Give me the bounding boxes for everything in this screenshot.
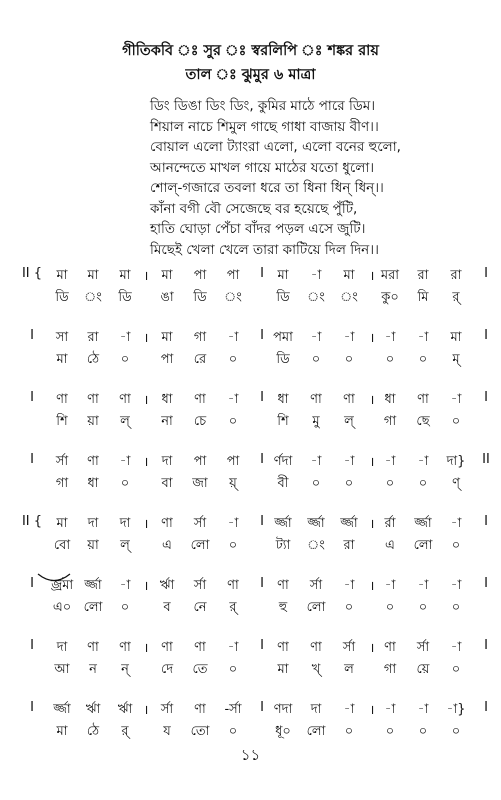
lyric-syllable: ডি — [55, 290, 69, 305]
lyric-syllable: বো — [53, 538, 71, 553]
lyric-syllable: ০ — [451, 538, 461, 553]
lyric-syllable: ০ — [120, 600, 130, 615]
swara-note: -া — [384, 454, 396, 469]
lyric-syllable: গা — [383, 414, 397, 429]
lyric-syllable: ং — [340, 290, 358, 305]
lyric-syllable: জা — [192, 476, 208, 491]
lyric-syllable: ০ — [344, 600, 354, 615]
bar-line: । — [369, 455, 375, 470]
lyric-syllable: ০ — [385, 724, 395, 739]
swara-note: -র্সা — [224, 702, 242, 717]
swara-note: -া — [343, 702, 355, 717]
swara-note: পা — [226, 454, 240, 469]
swara-note: ণা — [194, 702, 206, 717]
swara-note: -া — [450, 578, 462, 593]
bar-line: । — [143, 703, 149, 718]
bar-line: I — [30, 576, 34, 591]
lyric-syllable: ০ — [418, 600, 428, 615]
bar-line: I — [30, 328, 34, 343]
bar-line: । — [369, 703, 375, 718]
swara-note: র্জ্জা — [340, 516, 358, 531]
bar-line: । — [369, 517, 375, 532]
lyric-syllable: ল্ — [120, 414, 130, 429]
bar-line: । — [369, 579, 375, 594]
swara-note: ণা — [343, 392, 355, 407]
swara-note: ধা — [161, 392, 173, 407]
page-title: গীতিকবি ঃ সুর ঃ স্বরলিপি ঃ শঙ্কর রায় — [122, 43, 379, 59]
lyric-syllable: ০ — [228, 724, 238, 739]
lyric-syllable: ০ — [228, 662, 238, 677]
swara-row — [0, 266, 501, 286]
lyric-syllable: লো — [306, 724, 326, 739]
notation-block — [0, 514, 501, 560]
bani-row — [0, 474, 501, 494]
bar-line: I — [484, 328, 488, 343]
lyric-syllable: লো — [190, 538, 210, 553]
bar-line: I — [260, 390, 264, 405]
swara-note: দা — [87, 516, 99, 531]
lyric-syllable: রে — [193, 352, 207, 367]
swara-note: মা — [56, 268, 68, 283]
lyric-syllable: ং — [84, 290, 102, 305]
swara-note: -া — [227, 392, 239, 407]
poem-line: শোল্-গজারে তবলা ধরে তা ধিনা ধিন্ ধিন্।। — [150, 180, 384, 196]
lyric-syllable: ০ — [311, 352, 321, 367]
bar-line: । — [369, 641, 375, 656]
swara-note: ণা — [87, 640, 99, 655]
swara-note: -া — [227, 516, 239, 531]
lyric-syllable: ব — [163, 600, 171, 615]
swara-note: -া — [310, 454, 322, 469]
bar-line: I — [484, 390, 488, 405]
swara-note: র্জ্জা — [307, 516, 325, 531]
lyric-syllable: ০ — [418, 352, 428, 367]
swara-note: রা — [417, 268, 429, 283]
lyric-syllable: বী — [277, 476, 289, 491]
lyric-syllable: ০ — [385, 476, 395, 491]
swara-note: ণা — [161, 640, 173, 655]
swara-note: র্সা — [342, 640, 356, 655]
lyric-syllable: য়্ — [229, 476, 237, 491]
lyric-syllable: য়ে — [416, 662, 430, 677]
lyric-syllable: মা — [56, 724, 68, 739]
lyric-syllable: ০ — [120, 352, 130, 367]
swara-note: পা — [193, 268, 207, 283]
page-number: ১১ — [240, 746, 261, 764]
swara-note: র্জ্জা — [53, 702, 71, 717]
swara-note: ধা — [384, 392, 396, 407]
lyric-syllable: ডি — [276, 290, 290, 305]
swara-note: র্জ্রমা — [50, 578, 74, 593]
swara-note: দা — [56, 640, 68, 655]
lyric-syllable: ০ — [228, 538, 238, 553]
swara-note: মরা — [380, 268, 400, 283]
swara-note: -া — [384, 330, 396, 345]
bar-line: I — [484, 266, 488, 281]
bar-line: I — [260, 328, 264, 343]
notation-block — [0, 700, 501, 746]
poem-line: আনন্দেতে মাখল গায়ে মাঠের যতো ধুলো। — [150, 159, 375, 176]
lyric-syllable: তো — [190, 724, 210, 739]
lyric-syllable: এ — [385, 538, 395, 553]
swara-row — [0, 328, 501, 348]
lyric-syllable: র্ — [452, 290, 460, 305]
lyric-syllable: ০ — [418, 724, 428, 739]
swara-note: র্ঋা — [117, 702, 133, 717]
notation-block — [0, 452, 501, 498]
lyric-syllable: র্ — [229, 600, 237, 615]
notation-block — [0, 390, 501, 436]
bar-line: I — [260, 514, 264, 529]
lyric-syllable: ট্যা — [275, 538, 291, 553]
bar-line: I — [484, 576, 488, 591]
lyric-syllable: আ — [54, 662, 70, 677]
swara-row — [0, 452, 501, 472]
swara-note: দা — [310, 702, 322, 717]
poem-lyrics — [150, 96, 401, 260]
swara-note: -া — [227, 640, 239, 655]
swara-note: র্ঋা — [159, 578, 175, 593]
slur-mark — [36, 571, 72, 585]
swara-note: -া — [119, 330, 131, 345]
lyric-syllable: ং — [224, 290, 242, 305]
lyric-syllable: ছে — [416, 414, 430, 429]
lyric-syllable: ডি — [193, 290, 207, 305]
poem-line: মিছেই খেলা খেলে তারা কাটিয়ে দিল দিন।। — [150, 241, 379, 258]
bar-line: I — [260, 452, 264, 467]
swara-note: ণা — [384, 640, 396, 655]
swara-note: র্সা — [309, 578, 323, 593]
swara-note: ণা — [119, 640, 131, 655]
swara-note: ণা — [417, 392, 429, 407]
swara-note: র্সা — [55, 454, 69, 469]
lyric-syllable: ধা — [87, 476, 99, 491]
notation-block — [0, 576, 501, 622]
lyric-syllable: ০ — [451, 414, 461, 429]
bar-line: I — [30, 700, 34, 715]
swara-note: রা — [450, 268, 462, 283]
bar-line: । — [143, 393, 149, 408]
poem-line: কাঁনা বগী বৌ সেজেছে বর হয়েছে পুঁটি, — [150, 200, 358, 217]
swara-note: ণা — [87, 454, 99, 469]
swara-note: দা — [161, 454, 173, 469]
bar-line: । — [369, 331, 375, 346]
swara-note: র্ণদা — [273, 454, 293, 469]
swara-note: মা — [343, 268, 355, 283]
swara-note: দা} — [446, 454, 466, 469]
bar-line: I — [30, 638, 34, 653]
swara-note: -া — [384, 578, 396, 593]
swara-note: মা — [56, 516, 68, 531]
bar-line: I — [260, 266, 264, 281]
swara-note: -া — [343, 330, 355, 345]
lyric-syllable: এ — [162, 538, 172, 553]
swara-note: -া — [343, 578, 355, 593]
swara-note: র্রা — [384, 516, 396, 531]
lyric-syllable: লো — [83, 600, 103, 615]
swara-note: র্জ্জা — [84, 578, 102, 593]
swara-note: র্সা — [160, 702, 174, 717]
lyric-syllable: পা — [160, 352, 174, 367]
swara-note: ণা — [56, 392, 68, 407]
lyric-syllable: ণ্ — [452, 476, 460, 491]
bar-line: । — [143, 517, 149, 532]
swara-row — [0, 390, 501, 410]
swara-note: ণা — [194, 392, 206, 407]
notation-block — [0, 328, 501, 374]
lyric-syllable: ০ — [228, 414, 238, 429]
swara-note: পমা — [273, 330, 293, 345]
lyric-syllable: লো — [306, 600, 326, 615]
lyric-syllable: ং — [307, 538, 325, 553]
swara-note: -া — [417, 702, 429, 717]
swara-note: -া — [417, 578, 429, 593]
bani-row — [0, 536, 501, 556]
lyric-syllable: ০ — [344, 352, 354, 367]
bani-row — [0, 660, 501, 680]
swara-note: ণা — [310, 640, 322, 655]
swara-note: র্সা — [416, 640, 430, 655]
swara-note: -া — [310, 330, 322, 345]
bar-line: I — [30, 390, 34, 405]
bar-line: II — [482, 452, 490, 467]
page-subtitle: তাল ঃ ঝুমুর ৬ মাত্রা — [185, 67, 316, 83]
swara-note: -া — [417, 454, 429, 469]
lyric-syllable: ন্ — [121, 662, 129, 677]
lyric-syllable: ০ — [228, 352, 238, 367]
swara-row — [0, 514, 501, 534]
lyric-syllable: ং — [307, 290, 325, 305]
swara-note: ণা — [194, 640, 206, 655]
swara-note: মা — [161, 268, 173, 283]
swara-row — [0, 638, 501, 658]
lyric-syllable: বা — [161, 476, 173, 491]
swara-note: -া — [450, 516, 462, 531]
lyric-syllable: ল্ — [344, 414, 354, 429]
swara-note: রা — [87, 330, 99, 345]
swara-note: র্সা — [193, 516, 207, 531]
lyric-syllable: ডি — [276, 352, 290, 367]
lyric-syllable: ০ — [451, 724, 461, 739]
swara-note: ণা — [310, 392, 322, 407]
bar-line: II { — [21, 266, 43, 281]
swara-note: পা — [193, 454, 207, 469]
notation-block — [0, 266, 501, 312]
lyric-syllable: মা — [56, 352, 68, 367]
lyric-syllable: ন — [89, 662, 97, 677]
swara-note: -া — [384, 702, 396, 717]
swara-note: -া — [450, 392, 462, 407]
bani-row — [0, 722, 501, 742]
swara-note: -া} — [446, 702, 466, 717]
lyric-syllable: লো — [413, 538, 433, 553]
swara-note: র্জ্জা — [414, 516, 432, 531]
lyric-syllable: ০ — [311, 476, 321, 491]
bar-line: । — [143, 579, 149, 594]
swara-note: মা — [87, 268, 99, 283]
bar-line: I — [260, 638, 264, 653]
lyric-syllable: ০ — [120, 476, 130, 491]
swara-note: ণা — [161, 516, 173, 531]
swara-note: গা — [193, 330, 207, 345]
lyric-syllable: মি — [417, 290, 429, 305]
swara-note: র্সা — [193, 578, 207, 593]
lyric-syllable: শি — [277, 414, 289, 429]
swara-note: মা — [161, 330, 173, 345]
swara-note: ণা — [277, 578, 289, 593]
lyric-syllable: ০ — [344, 476, 354, 491]
swara-note: দা — [119, 516, 131, 531]
lyric-syllable: এ০ — [52, 600, 72, 615]
swara-note: ণা — [227, 578, 239, 593]
bar-line: । — [143, 455, 149, 470]
lyric-syllable: গা — [383, 662, 397, 677]
bar-line: I — [30, 452, 34, 467]
bani-row — [0, 412, 501, 432]
swara-note: ণদা — [273, 702, 293, 717]
bar-line: I — [260, 576, 264, 591]
lyric-syllable: ঙা — [160, 290, 174, 305]
swara-note: ধা — [277, 392, 289, 407]
swara-note: -া — [310, 268, 322, 283]
swara-note: মা — [450, 330, 462, 345]
swara-note: -া — [343, 454, 355, 469]
bar-line: । — [369, 393, 375, 408]
swara-note: মা — [277, 268, 289, 283]
swara-note: র্ঋা — [85, 702, 101, 717]
notation-block — [0, 638, 501, 684]
poem-line: বোয়াল এলো ট্যাংরা এলো, এলো বনের হুলো, — [150, 139, 401, 155]
lyric-syllable: তে — [192, 662, 208, 677]
lyric-syllable: ল — [344, 662, 354, 677]
swara-note: ণা — [119, 392, 131, 407]
bar-line: I — [484, 700, 488, 715]
poem-line: শিয়াল নাচে শিমুল গাছে গাধা বাজায় বীণ।। — [150, 118, 379, 135]
lyric-syllable: য়া — [87, 538, 99, 553]
swara-note: ণা — [277, 640, 289, 655]
lyric-syllable: ঠে — [86, 352, 100, 367]
lyric-syllable: য়া — [87, 414, 99, 429]
lyric-syllable: নে — [193, 600, 207, 615]
swara-note: -া — [119, 578, 131, 593]
lyric-syllable: রা — [343, 538, 355, 553]
lyric-syllable: হু — [278, 600, 288, 615]
lyric-syllable: ঠে — [86, 724, 100, 739]
lyric-syllable: না — [161, 414, 173, 429]
lyric-syllable: চে — [193, 414, 207, 429]
bani-row — [0, 350, 501, 370]
lyric-syllable: ০ — [344, 724, 354, 739]
poem-line: ডিং ডিঙা ডিং ডিং, কুমির মাঠে পারে ডিম। — [150, 98, 376, 114]
lyric-syllable: শি — [56, 414, 68, 429]
bar-line: । — [143, 331, 149, 346]
swara-note: -া — [417, 330, 429, 345]
bani-row — [0, 288, 501, 308]
lyric-syllable: গা — [55, 476, 69, 491]
lyric-syllable: ম্ — [452, 352, 460, 367]
bani-row — [0, 598, 501, 618]
bar-line: । — [369, 269, 375, 284]
swara-note: -া — [450, 640, 462, 655]
bar-line: I — [484, 514, 488, 529]
lyric-syllable: ০ — [385, 600, 395, 615]
swara-note: র্জ্জা — [274, 516, 292, 531]
lyric-syllable: ০ — [418, 476, 428, 491]
lyric-syllable: ০ — [385, 352, 395, 367]
swara-row — [0, 700, 501, 720]
swara-note: সা — [55, 330, 69, 345]
lyric-syllable: খ্ — [311, 662, 321, 677]
lyric-syllable: ল্ — [120, 538, 130, 553]
bar-line: I — [484, 638, 488, 653]
poem-line: হাতি ঘোড়া পেঁচা বাঁদর পড়ল এসে জুটি। — [150, 221, 366, 237]
bar-line: I — [260, 700, 264, 715]
lyric-syllable: দে — [160, 662, 174, 677]
lyric-syllable: য — [163, 724, 171, 739]
swara-note: পা — [226, 268, 240, 283]
swara-note: -া — [119, 454, 131, 469]
lyric-syllable: ডি — [118, 290, 132, 305]
bar-line: II { — [21, 514, 43, 529]
bar-line: । — [143, 641, 149, 656]
lyric-syllable: মু — [312, 414, 320, 429]
lyric-syllable: কু০ — [381, 290, 399, 305]
bar-line: । — [143, 269, 149, 284]
swara-note: ণা — [87, 392, 99, 407]
lyric-syllable: র্ — [121, 724, 129, 739]
lyric-syllable: মা — [277, 662, 289, 677]
swara-note: মা — [119, 268, 131, 283]
lyric-syllable: ০ — [451, 662, 461, 677]
swara-note: -া — [227, 330, 239, 345]
swara-row — [0, 576, 501, 596]
lyric-syllable: ধূ০ — [275, 724, 291, 739]
lyric-syllable: ০ — [451, 600, 461, 615]
